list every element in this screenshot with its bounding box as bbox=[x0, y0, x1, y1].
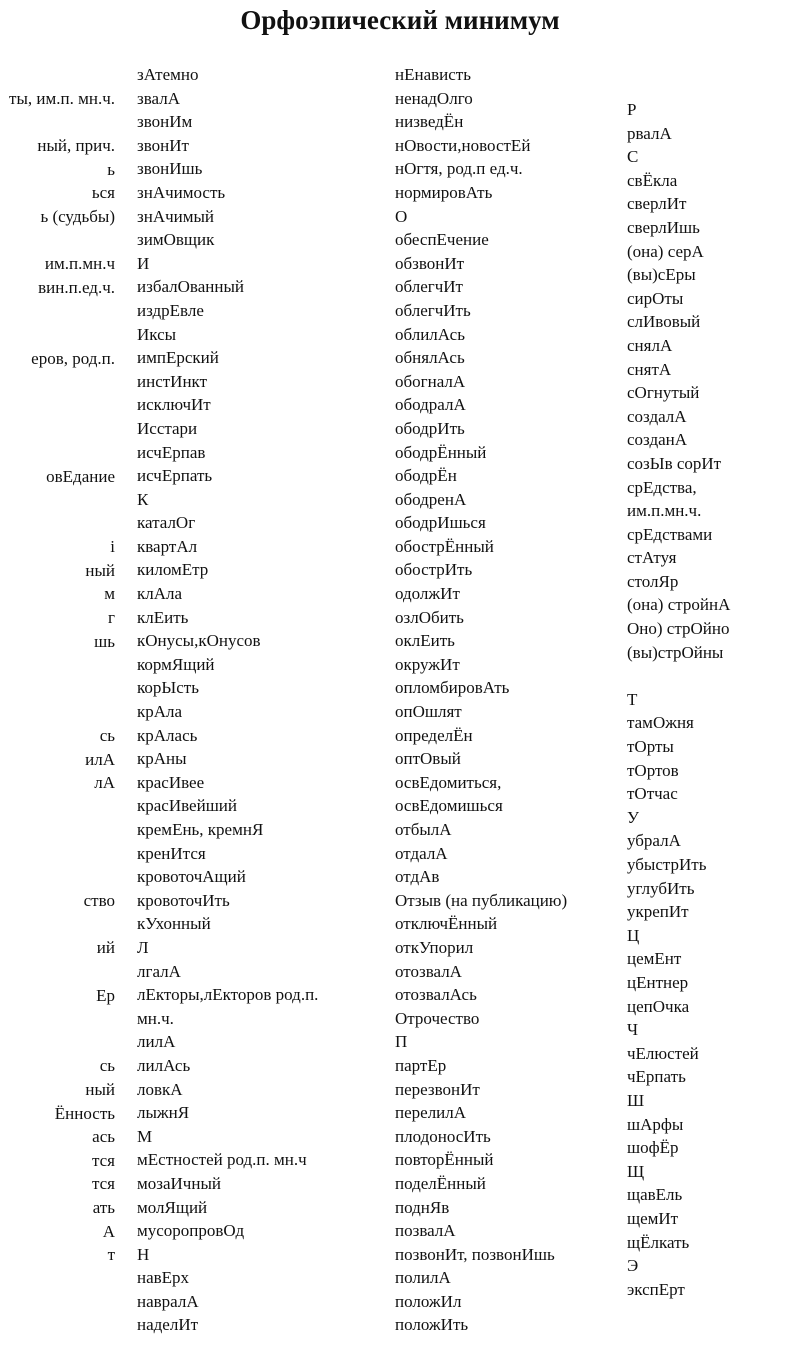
word-entry: обострИть bbox=[395, 560, 473, 580]
word-entry: лыжнЯ bbox=[137, 1103, 190, 1123]
blank-line bbox=[0, 818, 115, 842]
word-entry: сирОты bbox=[627, 288, 684, 308]
word-entry: лгалА bbox=[137, 961, 181, 981]
word-entry: Щ bbox=[627, 1161, 645, 1181]
word-entry: ловкА bbox=[137, 1079, 183, 1099]
word-entry: оклЕить bbox=[395, 631, 455, 651]
word-entry: лА bbox=[94, 773, 115, 793]
word-entry: щЁлкать bbox=[627, 1232, 690, 1252]
word-entry: крАла bbox=[137, 702, 183, 722]
word-entry: поднЯв bbox=[395, 1197, 450, 1217]
word-entry: лЕкторы,лЕкторов род.п. bbox=[137, 985, 319, 1005]
word-entry: звонИт bbox=[137, 135, 189, 155]
blank-line bbox=[0, 417, 115, 441]
word-entry: шофЁр bbox=[627, 1138, 679, 1158]
word-entry: созданА bbox=[627, 430, 688, 450]
word-entry: созЫв сорИт bbox=[627, 453, 722, 473]
word-entry: г bbox=[108, 608, 115, 628]
word-entry: овЕдание bbox=[46, 466, 115, 486]
word-entry: облилАсь bbox=[395, 324, 465, 344]
word-entry: ободралА bbox=[395, 395, 466, 415]
word-entry: кровоточИть bbox=[137, 890, 230, 910]
word-entry: инстИнкт bbox=[137, 371, 208, 391]
word-entry: ать bbox=[92, 1197, 115, 1217]
word-entry: Ч bbox=[627, 1020, 639, 1040]
blank-line bbox=[0, 1007, 115, 1031]
word-entry: положИл bbox=[395, 1291, 462, 1311]
blank-line bbox=[0, 795, 115, 819]
word-entry: лилА bbox=[137, 1032, 176, 1052]
word-entry: (вы)стрОйны bbox=[627, 642, 724, 662]
blank-line bbox=[0, 653, 115, 677]
word-entry: Т bbox=[627, 689, 638, 709]
word-entry: ободрИть bbox=[395, 418, 465, 438]
word-entry: мн.ч. bbox=[137, 1008, 174, 1028]
word-entry: т bbox=[107, 1245, 115, 1265]
word-entry: ный bbox=[85, 560, 115, 580]
word-entry: обострЁнный bbox=[395, 536, 494, 556]
word-entry: цепОчка bbox=[627, 996, 690, 1016]
word-entry: ный, прич. bbox=[37, 136, 115, 156]
word-entry: сОгнутый bbox=[627, 383, 700, 403]
word-entry: м bbox=[104, 584, 115, 604]
word-entry: шь bbox=[94, 631, 115, 651]
word-entry: обнялАсь bbox=[395, 348, 465, 368]
word-entry: ь bbox=[107, 159, 115, 179]
blank-line bbox=[0, 960, 115, 984]
word-entry: лилАсь bbox=[137, 1055, 191, 1075]
word-entry: исключИт bbox=[137, 395, 211, 415]
word-entry: Исстари bbox=[137, 418, 198, 438]
word-entry: Оно) стрОйно bbox=[627, 619, 730, 639]
word-entry: И bbox=[137, 253, 150, 273]
word-entry: сь bbox=[99, 726, 115, 746]
word-entry: издрЕвле bbox=[137, 300, 204, 320]
word-entry: зимОвщик bbox=[137, 230, 215, 250]
blank-line bbox=[0, 229, 115, 253]
word-entry: квартАл bbox=[137, 536, 198, 556]
word-entry: свЁкла bbox=[627, 170, 678, 190]
word-entry: чЕлюстей bbox=[627, 1043, 699, 1063]
word-entry: нЕнависть bbox=[395, 65, 471, 84]
word-entry: звонИшь bbox=[137, 159, 203, 179]
word-entry: положИть bbox=[395, 1315, 469, 1335]
blank-line bbox=[0, 370, 115, 394]
word-entry: Л bbox=[137, 937, 149, 957]
word-entry: позвалА bbox=[395, 1221, 456, 1241]
word-entry: Ш bbox=[627, 1090, 645, 1110]
word-entry: Р bbox=[627, 100, 637, 119]
word-entry: обзвонИт bbox=[395, 253, 465, 273]
word-entry: импЕрский bbox=[137, 348, 219, 368]
word-entry: кремЕнь, кремнЯ bbox=[137, 820, 264, 839]
blank-line bbox=[0, 677, 115, 701]
word-entry: (вы)сЕры bbox=[627, 265, 696, 285]
blank-line bbox=[0, 512, 115, 536]
blank-line bbox=[0, 111, 115, 135]
word-entry: илА bbox=[85, 749, 115, 769]
word-entry: опломбировАть bbox=[395, 678, 510, 698]
word-entry: Ц bbox=[627, 925, 640, 945]
word-entry: тОртов bbox=[627, 760, 679, 780]
word-entry: определЁн bbox=[395, 725, 473, 745]
word-entry: кренИтся bbox=[137, 843, 206, 863]
word-entry: чЕрпать bbox=[627, 1067, 686, 1087]
word-entry: отдАв bbox=[395, 867, 440, 887]
word-entry: слИвовый bbox=[627, 312, 701, 332]
word-entry: клАла bbox=[137, 584, 183, 604]
word-entry: избалОванный bbox=[137, 277, 244, 297]
word-entry: ненадОлго bbox=[395, 88, 473, 108]
word-entry: наделИт bbox=[137, 1315, 199, 1335]
blank-line bbox=[0, 1031, 115, 1055]
word-entry: красИвейший bbox=[137, 796, 237, 816]
word-column-3 bbox=[395, 63, 567, 1337]
word-entry: щавЕль bbox=[627, 1185, 683, 1205]
word-entry: тся bbox=[91, 1174, 115, 1194]
word-entry: цЕнтнер bbox=[627, 972, 689, 992]
word-entry: С bbox=[627, 147, 639, 167]
word-entry: звалА bbox=[137, 88, 180, 108]
word-entry: Отрочество bbox=[395, 1008, 480, 1028]
word-entry: откУпорил bbox=[395, 937, 474, 957]
word-entry: обеспЕчение bbox=[395, 230, 489, 250]
word-entry: экспЕрт bbox=[627, 1279, 685, 1299]
word-entry: исчЕрпать bbox=[137, 466, 213, 486]
word-entry: отдалА bbox=[395, 843, 448, 863]
word-entry: Н bbox=[137, 1244, 150, 1264]
word-entry: (она) серА bbox=[627, 241, 704, 261]
blank-line bbox=[0, 323, 115, 347]
word-entry: им.п.мн.ч bbox=[44, 254, 115, 274]
word-entry: обогналА bbox=[395, 371, 466, 391]
word-entry: нОвости,новостЕй bbox=[395, 135, 531, 155]
word-entry: плодоносИть bbox=[395, 1126, 491, 1146]
word-entry: Э bbox=[627, 1256, 639, 1276]
word-entry: ободрЁн bbox=[395, 466, 457, 486]
word-entry: облегчИть bbox=[395, 300, 471, 320]
word-entry: навралА bbox=[137, 1291, 199, 1311]
word-entry: срЕдства, bbox=[627, 477, 697, 497]
word-entry: ободрЁнный bbox=[395, 442, 487, 462]
blank-line bbox=[0, 842, 115, 866]
blank-line bbox=[0, 299, 115, 323]
word-entry: поделЁнный bbox=[395, 1173, 486, 1193]
word-entry: полилА bbox=[395, 1268, 451, 1288]
word-entry: У bbox=[627, 807, 640, 827]
blank-line bbox=[0, 866, 115, 890]
word-entry: отозвалАсь bbox=[395, 985, 477, 1005]
word-entry: ный bbox=[85, 1079, 115, 1099]
word-entry: освЕдомиться, bbox=[395, 772, 502, 792]
word-entry: позвонИт, позвонИшь bbox=[395, 1244, 555, 1264]
word-entry: рвалА bbox=[627, 123, 672, 143]
word-entry: зАтемно bbox=[137, 65, 199, 84]
word-entry: мЕстностей род.п. мн.ч bbox=[137, 1150, 307, 1170]
word-entry: оптОвый bbox=[395, 749, 461, 769]
page-title: Орфоэпический минимум bbox=[240, 5, 560, 35]
word-entry: повторЁнный bbox=[395, 1150, 494, 1170]
word-entry: ь (судьбы) bbox=[40, 206, 115, 226]
word-entry: нОгтя, род.п ед.ч. bbox=[395, 159, 523, 179]
word-entry: им.п.мн.ч. bbox=[627, 501, 702, 521]
word-entry: отбылА bbox=[395, 820, 452, 839]
word-entry: освЕдомишься bbox=[395, 796, 503, 816]
word-entry: цемЕнт bbox=[627, 949, 682, 969]
word-entry: партЕр bbox=[395, 1055, 447, 1075]
word-entry: исчЕрпав bbox=[137, 442, 206, 462]
word-entry: сверлИшь bbox=[627, 217, 700, 237]
word-entry: озлОбить bbox=[395, 607, 464, 627]
word-entry: каталОг bbox=[137, 513, 196, 533]
word-entry: ий bbox=[96, 938, 115, 958]
word-entry: тОтчас bbox=[627, 784, 678, 804]
word-entry: ободренА bbox=[395, 489, 467, 509]
word-entry: укрепИт bbox=[627, 902, 689, 922]
word-entry: клЕить bbox=[137, 607, 189, 627]
word-entry: срЕдствами bbox=[627, 524, 713, 544]
word-entry: еров, род.п. bbox=[31, 348, 115, 368]
word-entry: столЯр bbox=[627, 571, 679, 591]
word-entry: создалА bbox=[627, 406, 687, 426]
word-entry: ство bbox=[83, 891, 115, 911]
word-entry: ась bbox=[92, 1127, 115, 1147]
word-entry: отозвалА bbox=[395, 961, 462, 981]
word-entry: киломЕтр bbox=[137, 560, 209, 580]
word-entry: кормЯщий bbox=[137, 654, 215, 674]
word-entry: П bbox=[395, 1032, 408, 1052]
word-entry: тамОжня bbox=[627, 713, 694, 733]
word-entry: вин.п.ед.ч. bbox=[38, 277, 115, 297]
word-entry: Отзыв (на публикацию) bbox=[395, 890, 568, 910]
word-entry: кУхонный bbox=[137, 914, 211, 934]
word-entry: (она) стройнА bbox=[627, 595, 731, 615]
blank-line bbox=[627, 664, 730, 688]
word-entry: красИвее bbox=[137, 772, 205, 792]
word-entry: знАчимость bbox=[137, 182, 226, 202]
word-entry: ты, им.п. мн.ч. bbox=[9, 89, 115, 108]
blank-line bbox=[0, 913, 115, 937]
word-entry: перезвонИт bbox=[395, 1079, 480, 1099]
word-entry: убралА bbox=[627, 831, 681, 851]
word-entry: ободрИшься bbox=[395, 513, 486, 533]
word-entry: углубИть bbox=[627, 878, 695, 898]
word-entry: тся bbox=[91, 1150, 115, 1170]
word-entry: отключЁнный bbox=[395, 914, 498, 934]
word-entry: снялА bbox=[627, 335, 673, 355]
word-entry: Ённость bbox=[54, 1103, 115, 1123]
word-entry: шАрфы bbox=[627, 1114, 684, 1134]
word-entry: нормировАть bbox=[395, 182, 493, 202]
word-entry: корЫсть bbox=[137, 678, 199, 698]
word-entry: сверлИт bbox=[627, 194, 687, 214]
word-entry: крАлась bbox=[137, 725, 198, 745]
word-entry: молЯщий bbox=[137, 1197, 208, 1217]
word-entry: навЕрх bbox=[137, 1268, 190, 1288]
word-entry: крАны bbox=[137, 749, 187, 769]
word-entry: низведЁн bbox=[395, 112, 464, 132]
word-column-4 bbox=[627, 98, 730, 1301]
word-entry: тОрты bbox=[627, 737, 674, 757]
word-entry: одолжИт bbox=[395, 584, 460, 604]
word-entry: знАчимый bbox=[137, 206, 215, 226]
word-entry: перелилА bbox=[395, 1103, 467, 1123]
word-entry: звонИм bbox=[137, 112, 193, 132]
blank-line bbox=[0, 700, 115, 724]
word-entry: мозаИчный bbox=[137, 1173, 221, 1193]
word-entry: стАтуя bbox=[627, 548, 677, 568]
word-entry: сь bbox=[99, 1056, 115, 1076]
word-entry: мусоропровОд bbox=[137, 1221, 245, 1241]
word-entry: Иксы bbox=[137, 324, 177, 344]
word-entry: кровоточАщий bbox=[137, 867, 246, 887]
word-entry: А bbox=[102, 1221, 115, 1241]
blank-line bbox=[0, 488, 115, 512]
word-entry: і bbox=[110, 537, 115, 557]
blank-line bbox=[0, 394, 115, 418]
word-entry: щемИт bbox=[627, 1208, 679, 1228]
word-entry: облегчИт bbox=[395, 277, 463, 297]
word-entry: ься bbox=[91, 183, 115, 203]
word-entry: кОнусы,кОнусов bbox=[137, 631, 261, 651]
word-entry: М bbox=[137, 1126, 153, 1146]
blank-line bbox=[0, 441, 115, 465]
word-entry: Ер bbox=[96, 985, 115, 1005]
word-entry: опОшлят bbox=[395, 702, 462, 722]
word-entry: О bbox=[395, 206, 408, 226]
word-column-1 bbox=[0, 87, 115, 1267]
word-entry: К bbox=[137, 489, 149, 509]
word-entry: снятА bbox=[627, 359, 672, 379]
word-entry: убыстрИть bbox=[627, 855, 707, 874]
word-column-2 bbox=[137, 63, 318, 1337]
word-entry: окружИт bbox=[395, 654, 460, 674]
